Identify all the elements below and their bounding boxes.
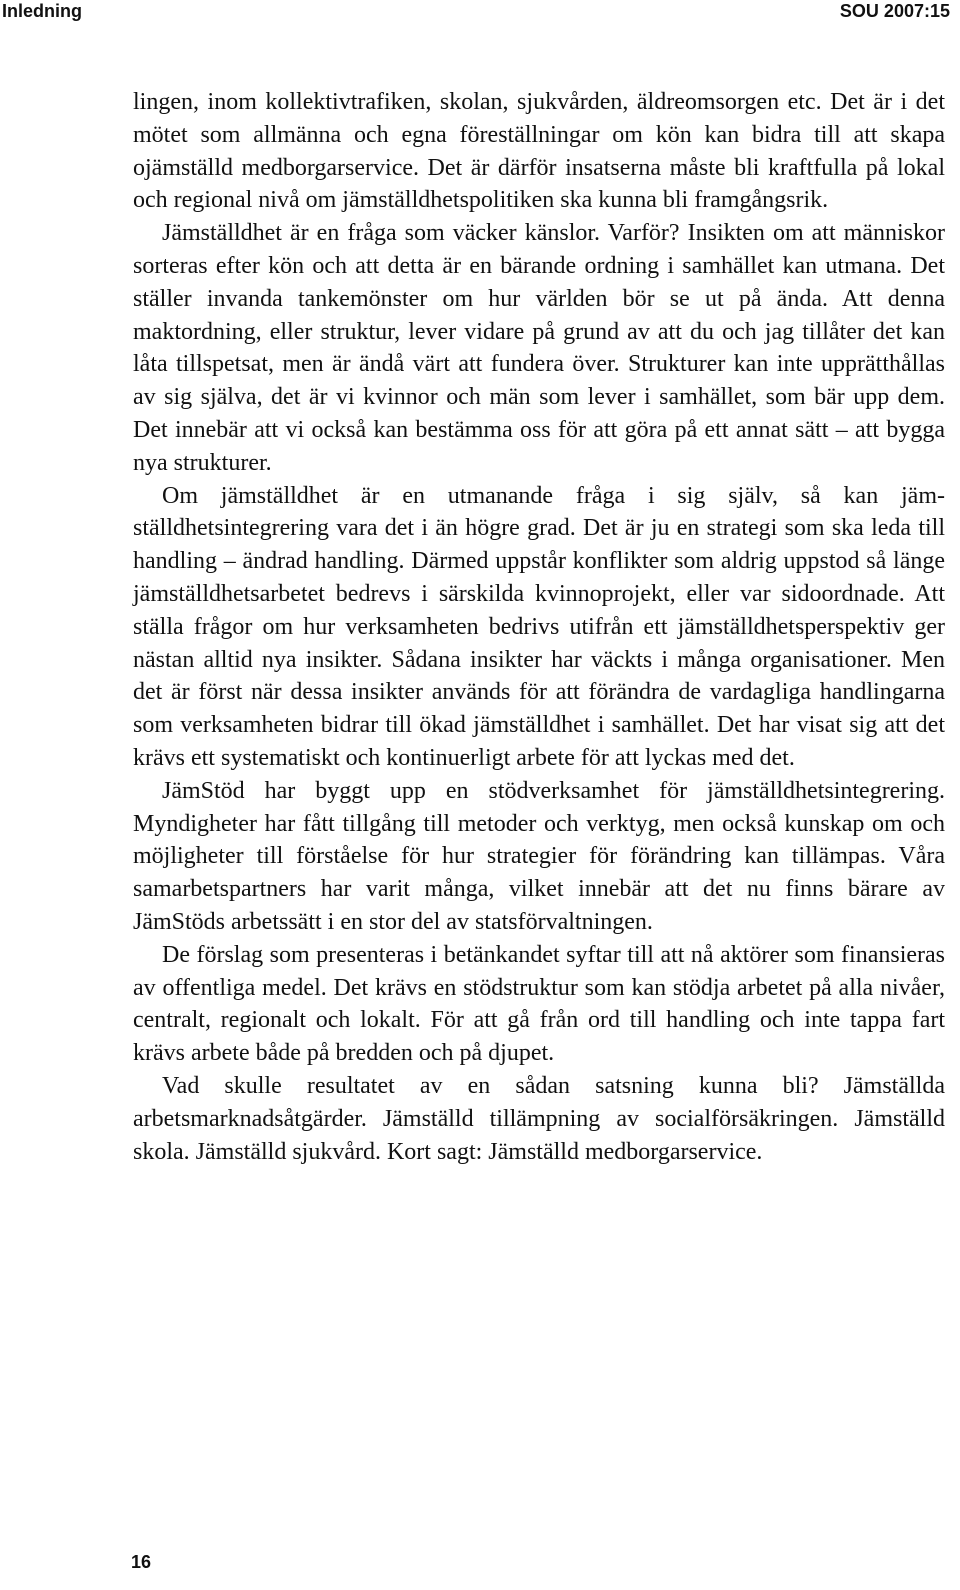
document-id: SOU 2007:15 (839, 1, 950, 21)
paragraph: Vad skulle resultatet av en sådan satsning kunna bli? Jämställda arbetsmarknadsåtgärder. Jämställd tillämpning av socialförsäkringen. Jämställd skola. Jämställd sjukvård. Kort sagt: Jämställd medborgarservice. (133, 1072, 945, 1165)
paragraph: JämStöd har byggt upp en stödverksamhet för jämställdhetsintegrering. Myndigheter har fått tillgång till metoder och verktyg, men också kunskap om och möjligheter till förståelse för hur strategier för förändring kan tillämpas. Våra samarbetspartners har varit många, vilket innebär att det nu finns bärare av JämStöds arbetssätt i en stor del av statsförvaltningen. (133, 777, 945, 935)
paragraph: Om jämställdhet är en utmanande fråga i sig själv, så kan jämställdhetsintegrering vara det i än högre grad. Det är ju en strategi som ska leda till handling – ändrad handling. Därmed uppstår konflikter som aldrig uppstod så länge jämställdhetsarbetet bedrevs i särskilda kvinnoprojekt, eller var sidoordnade. Att ställa frågor om hur verksamheten bedrivs utifrån ett jämställdhetsperspektiv ger nästan alltid nya insikter. Sådana insikter har väckts i många organisationer. Men det är först när dessa insikter används för att förändra de vardagliga handlingarna som verksamheten bidrar till ökad jämställdhet i samhället. Det har visat sig att det krävs ett systematiskt och kontinuerligt arbete för att lyckas med det. (133, 482, 945, 771)
paragraph: De förslag som presenteras i betänkandet syftar till att nå aktörer som finansieras av offentliga medel. Det krävs en stödstruktur som kan stödja arbetet på alla nivåer, centralt, regionalt och lokalt. För att gå från ord till handling och inte tappa fart krävs arbete både på bredden och på djupet. (133, 941, 945, 1067)
section-title: Inledning (2, 1, 82, 21)
paragraph: lingen, inom kollektivtrafiken, skolan, sjukvården, äldreomsorgen etc. Det är i det mötet som allmänna och egna föreställningar om kön kan bidra till att skapa ojämställd medborgarservice. Det är därför insatserna måste bli kraftfulla på lokal och regional nivå om jämställdhetspolitiken ska kunna bli framgångsrik. (133, 89, 945, 214)
paragraph: Jämställdhet är en fråga som väcker känslor. Varför? Insikten om att människor sorteras efter kön och att detta är en bärande ordning i samhället kan utmana. Det ställer invanda tankemönster om hur världen bör se ut på ända. Att denna maktordning, eller struktur, lever vidare på grund av att du och jag tillåter det kan låta tillspetsat, men är ändå värt att fundera över. Strukturer kan inte upprätthållas av sig själva, det är vi kvinnor och män som lever i samhället, som bär upp dem. Det innebär att vi också kan bestämma oss för att göra på ett annat sätt – att bygga nya strukturer. (133, 220, 945, 476)
body-text (133, 86, 945, 1168)
running-header (0, 0, 960, 22)
page-number: 16 (131, 1552, 152, 1572)
